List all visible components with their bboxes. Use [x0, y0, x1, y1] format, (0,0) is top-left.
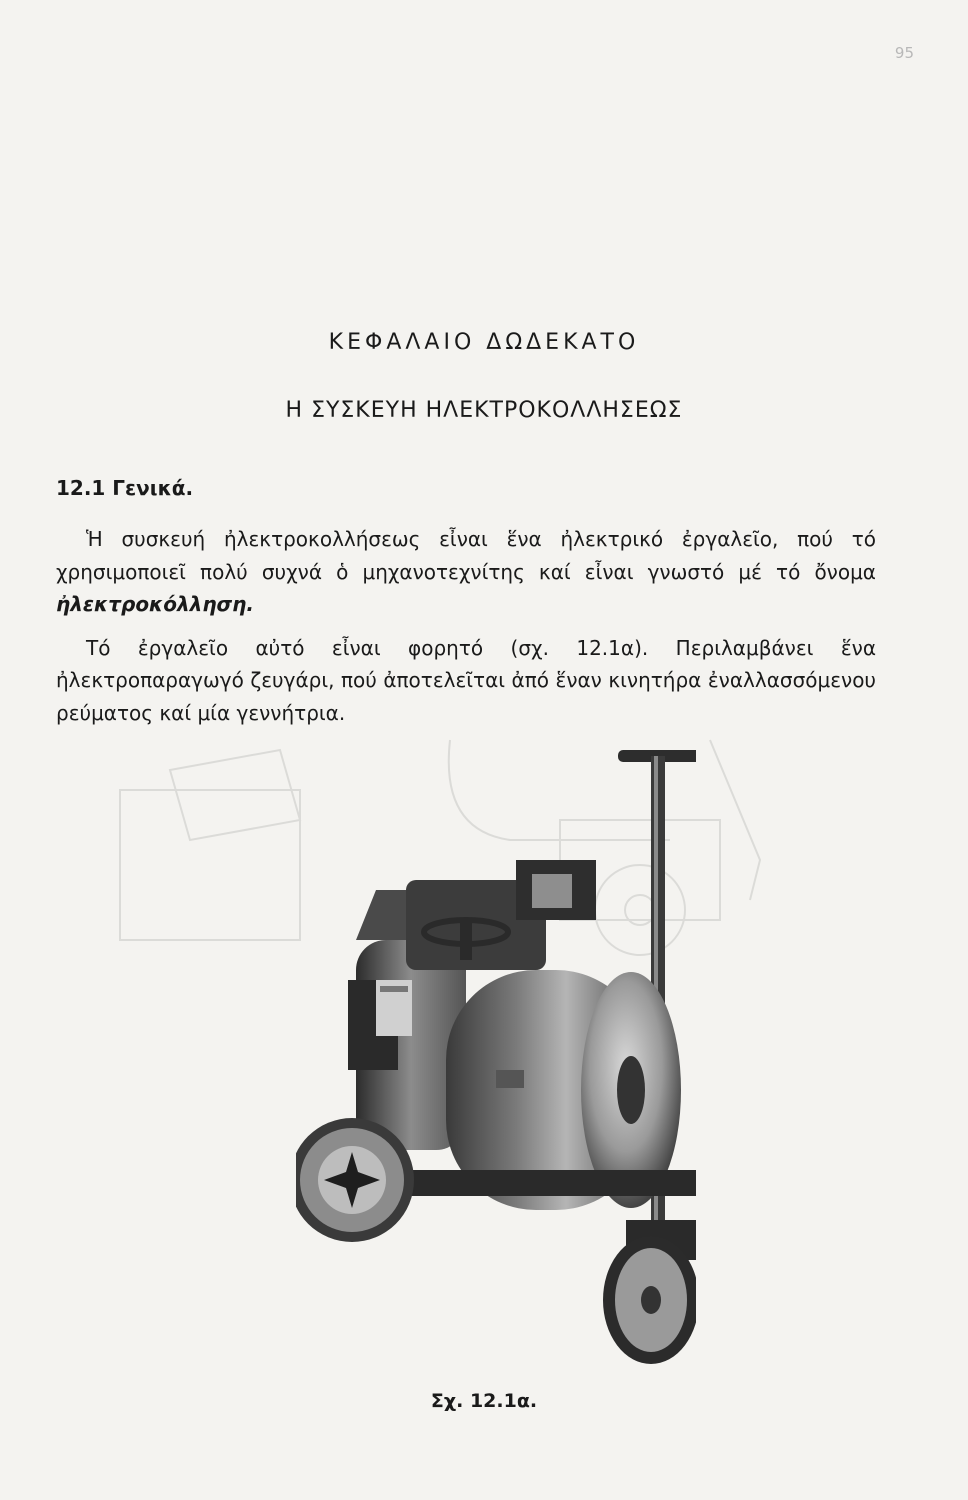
- paragraph-2: Τό ἐργαλεῖο αὐτό εἶναι φορητό (σχ. 12.1α). Περιλαμβάνει ἕνα ἠλεκτροπαραγωγό ζευγάρι, πού ἀποτελεῖται ἀπό ἕναν κινητήρα ἐναλλασσόμενου ρεύματος καί μία γεννήτρια.: [56, 635, 876, 725]
- body-text: [56, 523, 876, 729]
- paragraph-1: [56, 523, 876, 621]
- welding-generator-illustration: [296, 740, 696, 1370]
- front-wheel: [603, 1220, 696, 1364]
- chapter-title: Η ΣΥΣΚΕΥΗ ΗΛΕΚΤΡΟΚΟΛΛΗΣΕΩΣ: [285, 398, 683, 423]
- paragraph-1-term: ἠλεκτροκόλληση.: [56, 592, 254, 616]
- section-heading: 12.1 Γενικά.: [56, 476, 194, 500]
- figure-caption: Σχ. 12.1α.: [430, 1390, 538, 1412]
- paragraph-1-text: Ἡ συσκευή ἠλεκτροκολλήσεως εἶναι ἕνα ἠλεκτρικό ἐργαλεῖο, πού τό χρησιμοποιεῖ πολύ συχνά ὁ μηχανοτεχνίτης καί εἶναι γνωστό μέ τό ὄνομα: [56, 527, 876, 584]
- page-number: 95: [894, 44, 914, 62]
- chapter-heading: ΚΕΦΑΛΑΙΟ ΔΩΔΕΚΑΤΟ: [328, 330, 640, 355]
